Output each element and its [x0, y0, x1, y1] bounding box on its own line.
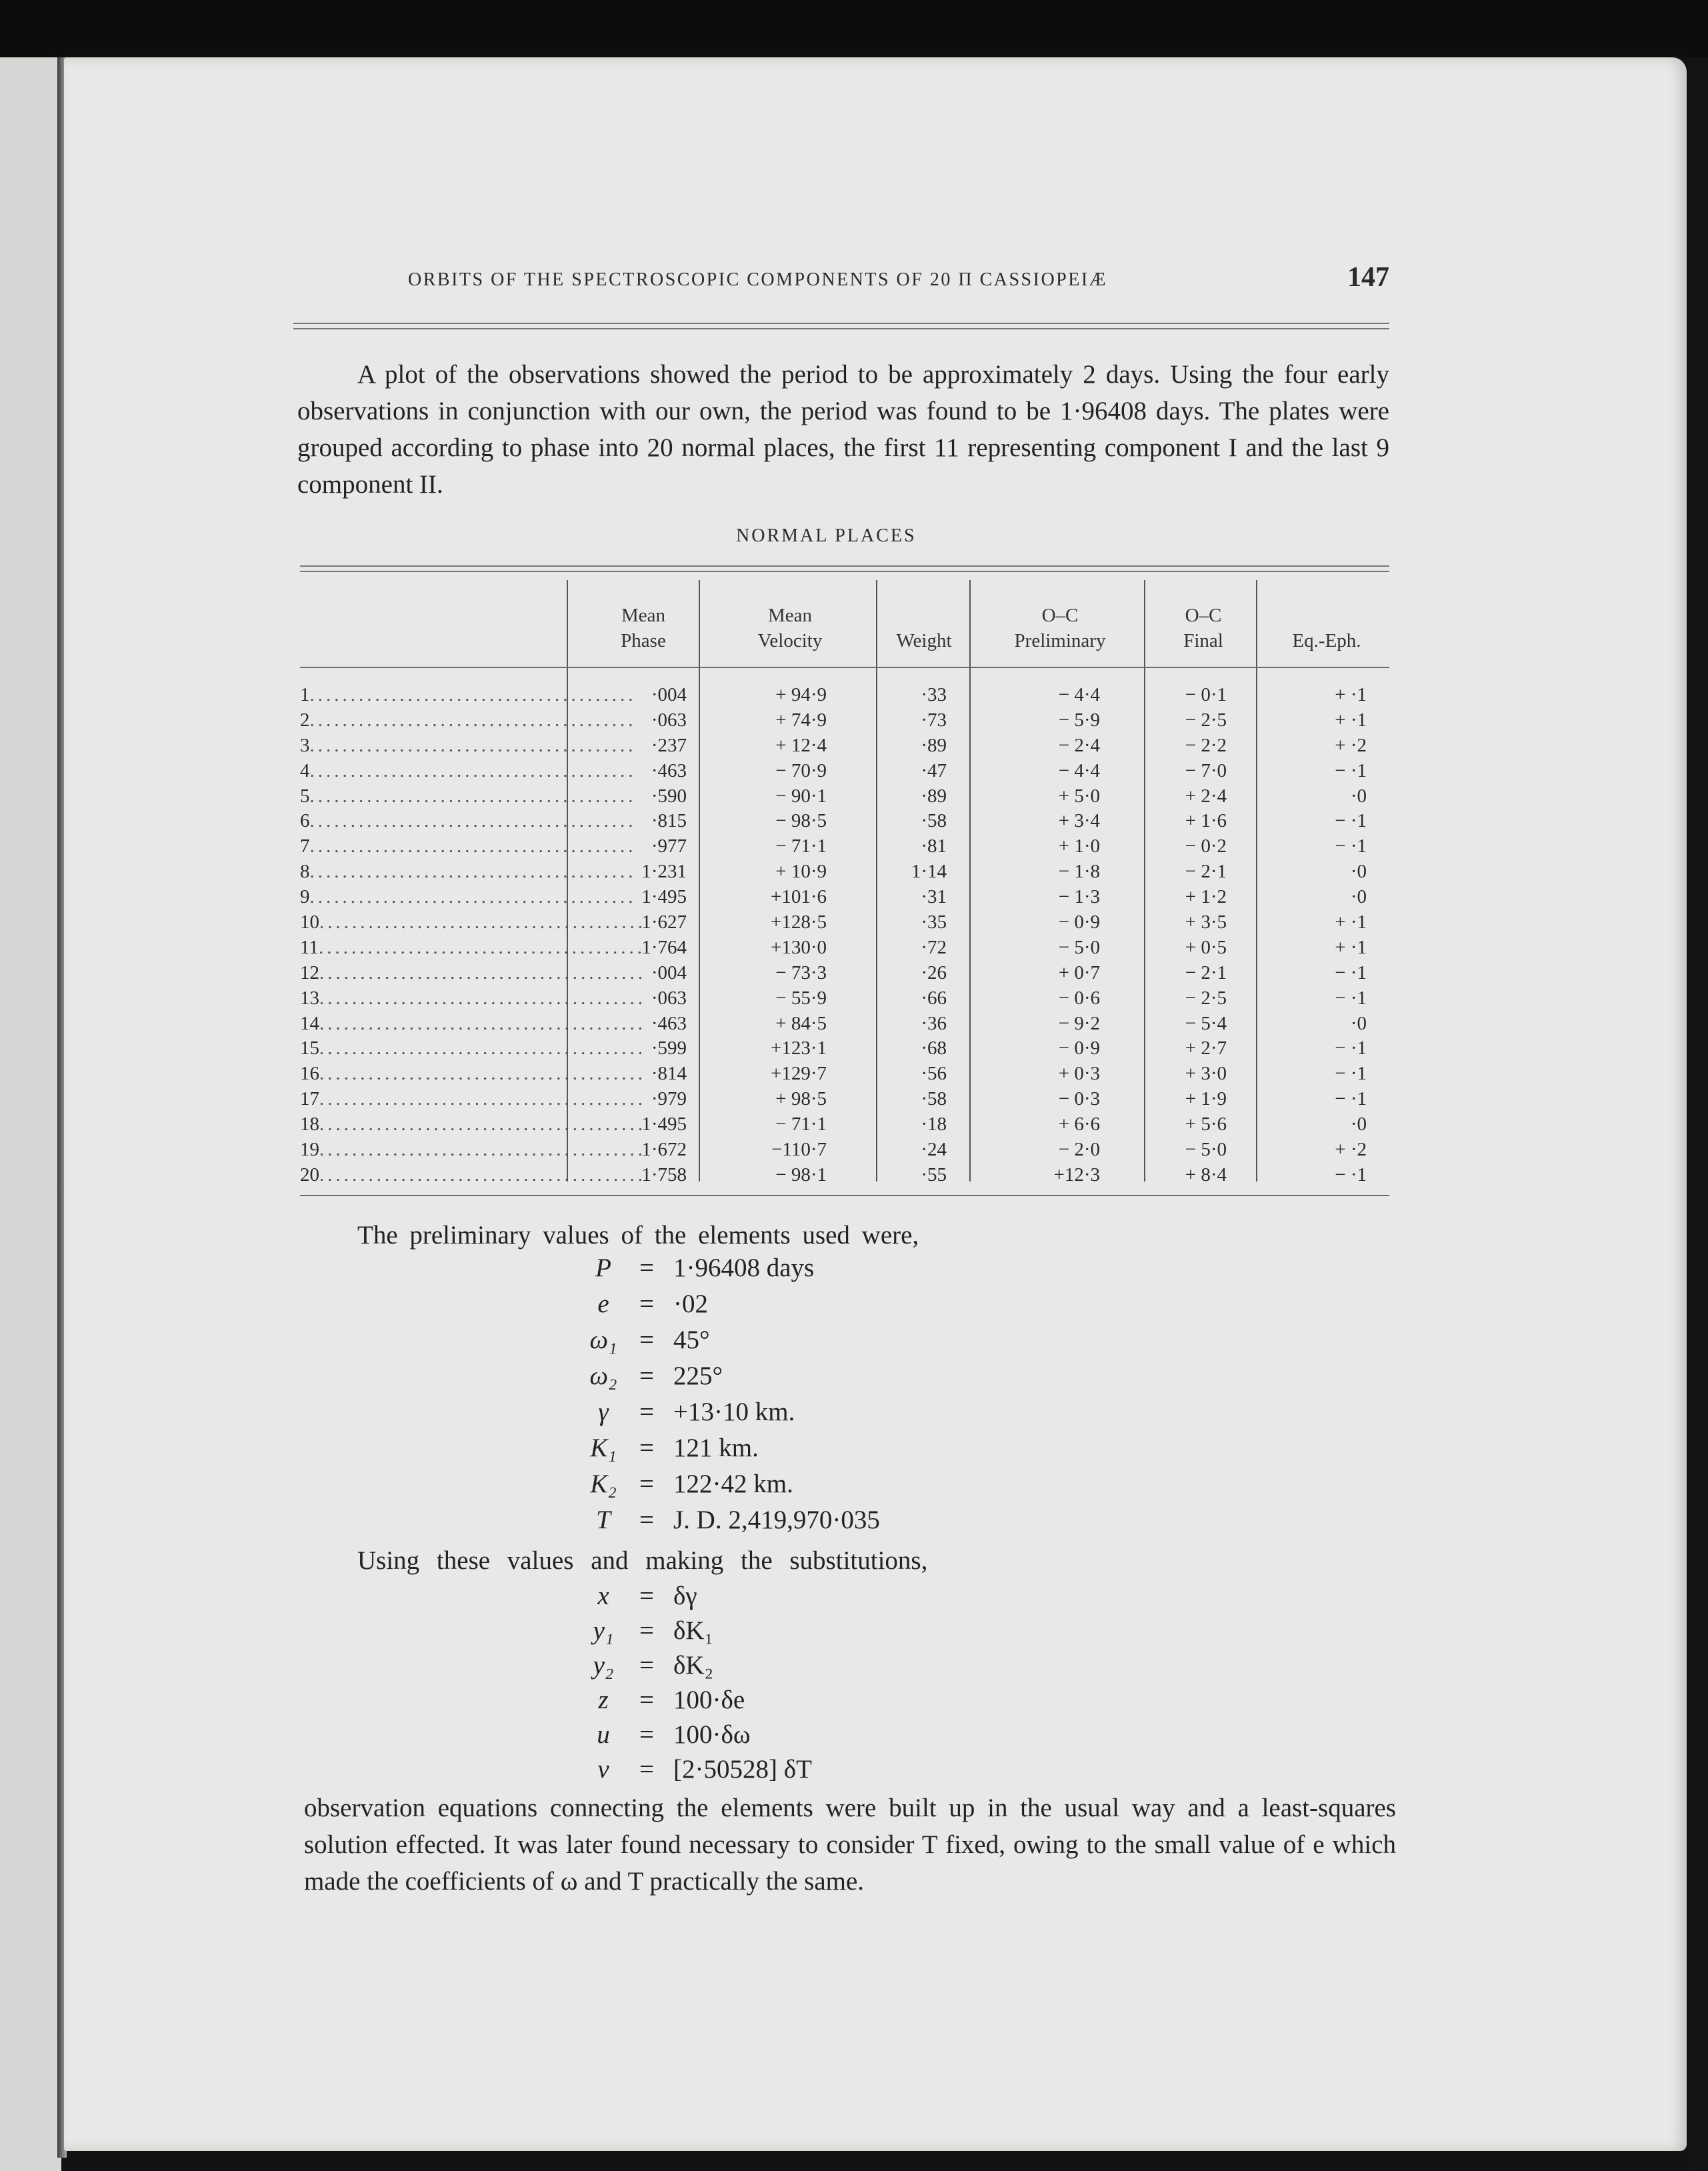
leader-dots: ........................................	[309, 886, 637, 908]
leader-dots: ........................................	[309, 759, 637, 781]
table-row	[300, 1061, 1389, 1087]
table-row	[300, 834, 1389, 859]
oc-final-cell: − 2·5	[1185, 709, 1227, 731]
oc-preliminary-cell: − 1·8	[1058, 861, 1100, 883]
table-row	[300, 961, 1389, 986]
header-oc-preliminary-line2: Preliminary	[1014, 630, 1106, 651]
leader-dots: ........................................	[319, 1088, 646, 1110]
row-number: 6	[300, 810, 310, 832]
row-number-cell	[300, 1163, 646, 1188]
eq-eph-cell: − ·1	[1335, 961, 1367, 983]
leader-dots: ........................................	[319, 961, 646, 983]
weight-cell: ·24	[921, 1139, 947, 1161]
row-number-cell	[300, 986, 646, 1011]
leader-dots: ........................................	[319, 987, 646, 1009]
mean-phase-cell: ·979	[651, 1088, 687, 1110]
mean-velocity-cell: −110·7	[771, 1139, 827, 1161]
equals-sign: =	[639, 1326, 654, 1354]
row-number-cell	[300, 935, 645, 961]
row-number-cell	[300, 910, 646, 935]
table-row	[300, 733, 1389, 759]
eq-eph-cell: ·0	[1350, 1012, 1367, 1034]
oc-preliminary-cell: + 3·4	[1058, 810, 1100, 832]
weight-cell: ·36	[921, 1012, 947, 1034]
oc-preliminary-cell: + 1·0	[1058, 835, 1100, 857]
mean-phase-cell: ·004	[651, 684, 687, 705]
mean-velocity-cell: − 90·1	[775, 785, 827, 807]
table-row	[300, 1087, 1389, 1112]
equation-lhs: e	[597, 1290, 609, 1318]
equation-lhs: ω₁	[589, 1326, 617, 1354]
oc-final-cell: − 5·4	[1185, 1012, 1227, 1034]
eq-eph-cell: − ·1	[1335, 1063, 1367, 1085]
eq-eph-cell: − ·1	[1335, 810, 1367, 832]
row-number: 8	[300, 861, 310, 883]
element-equation	[587, 1287, 1187, 1322]
table-row	[300, 708, 1389, 733]
equation-lhs: y₁	[593, 1616, 614, 1645]
table-row	[300, 986, 1389, 1011]
equation-rhs: 122·42 km.	[673, 1470, 793, 1498]
table-row	[300, 1112, 1389, 1138]
mean-phase-cell: ·590	[651, 785, 687, 807]
eq-eph-cell: + ·1	[1335, 936, 1367, 958]
leader-dots: ........................................	[319, 1139, 646, 1161]
equation-lhs: K₂	[590, 1470, 617, 1498]
equals-sign: =	[639, 1434, 654, 1462]
equals-sign: =	[639, 1651, 654, 1680]
weight-cell: ·55	[921, 1164, 947, 1186]
row-number: 20	[300, 1164, 319, 1186]
weight-cell: ·72	[921, 936, 947, 958]
header-rule	[293, 323, 1389, 329]
oc-final-cell: − 2·5	[1185, 987, 1227, 1009]
substitution-equation	[587, 1648, 1187, 1683]
table-row	[300, 683, 1389, 708]
mean-phase-cell: 1·627	[641, 911, 687, 933]
equation-rhs: δK₁	[673, 1616, 714, 1645]
equals-sign: =	[639, 1616, 654, 1645]
header-oc-final-line1: O–C	[1185, 605, 1222, 626]
row-number-cell	[300, 1011, 646, 1037]
oc-preliminary-cell: − 9·2	[1058, 1012, 1100, 1034]
table-row	[300, 859, 1389, 885]
row-number: 2	[300, 709, 310, 731]
eq-eph-cell: − ·1	[1335, 835, 1367, 857]
row-number: 11	[300, 936, 319, 958]
mean-phase-cell: ·463	[651, 759, 687, 781]
equation-lhs: ω₂	[589, 1362, 617, 1390]
equation-lhs: z	[598, 1686, 609, 1714]
row-number: 9	[300, 886, 310, 908]
oc-final-cell: + 1·6	[1185, 810, 1227, 832]
equation-rhs: δK₂	[673, 1651, 714, 1680]
row-number: 3	[300, 734, 310, 756]
mean-velocity-cell: − 70·9	[775, 759, 827, 781]
mean-phase-cell: ·063	[651, 709, 687, 731]
leader-dots: ........................................	[319, 1063, 646, 1085]
oc-final-cell: − 2·1	[1185, 961, 1227, 983]
mean-velocity-cell: + 94·9	[775, 684, 827, 705]
row-number-cell	[300, 1112, 646, 1138]
substitution-equation	[587, 1614, 1187, 1648]
mean-phase-cell: ·814	[651, 1063, 687, 1085]
oc-final-cell: + 2·7	[1185, 1037, 1227, 1059]
equation-lhs: v	[597, 1755, 609, 1784]
oc-final-cell: − 7·0	[1185, 759, 1227, 781]
mean-phase-cell: ·977	[651, 835, 687, 857]
equation-lhs: P	[595, 1254, 611, 1282]
oc-preliminary-cell: − 2·4	[1058, 734, 1100, 756]
mean-velocity-cell: − 73·3	[775, 961, 827, 983]
row-number-cell	[300, 961, 646, 986]
row-number: 4	[300, 759, 310, 781]
row-number-cell	[300, 784, 637, 809]
row-number-cell	[300, 1061, 646, 1087]
oc-final-cell: + 1·9	[1185, 1088, 1227, 1110]
equals-sign: =	[639, 1720, 654, 1749]
leader-dots: ........................................	[309, 734, 637, 756]
oc-preliminary-cell: − 0·9	[1058, 1037, 1100, 1059]
weight-cell: ·81	[921, 835, 947, 857]
oc-preliminary-cell: − 4·4	[1058, 684, 1100, 705]
weight-cell: 1·14	[911, 861, 947, 883]
mean-velocity-cell: + 84·5	[775, 1012, 827, 1034]
table-header-rule	[300, 667, 1389, 668]
row-number: 19	[300, 1139, 319, 1161]
equation-lhs: K₁	[590, 1434, 617, 1462]
eq-eph-cell: + ·1	[1335, 684, 1367, 705]
oc-final-cell: − 2·1	[1185, 861, 1227, 883]
substitution-equation	[587, 1752, 1187, 1787]
equals-sign: =	[639, 1686, 654, 1714]
weight-cell: ·56	[921, 1063, 947, 1085]
equation-rhs: 121 km.	[673, 1434, 759, 1462]
equals-sign: =	[639, 1470, 654, 1498]
oc-final-cell: + 3·5	[1185, 911, 1227, 933]
row-number-cell	[300, 1036, 646, 1061]
equation-rhs: 100·δω	[673, 1720, 751, 1749]
oc-preliminary-cell: + 5·0	[1058, 785, 1100, 807]
mean-velocity-cell: − 98·5	[775, 810, 827, 832]
mean-phase-cell: ·463	[651, 1012, 687, 1034]
element-equation	[587, 1359, 1187, 1394]
oc-final-cell: + 1·2	[1185, 886, 1227, 908]
table-row	[300, 935, 1389, 961]
oc-preliminary-cell: + 0·7	[1058, 961, 1100, 983]
mean-velocity-cell: − 98·1	[775, 1164, 827, 1186]
leader-dots: ........................................	[309, 785, 637, 807]
oc-final-cell: − 2·2	[1185, 734, 1227, 756]
row-number: 7	[300, 835, 310, 857]
table-row	[300, 1163, 1389, 1188]
substitution-equation	[587, 1683, 1187, 1718]
mean-phase-cell: ·815	[651, 810, 687, 832]
oc-preliminary-cell: − 5·0	[1058, 936, 1100, 958]
eq-eph-cell: ·0	[1350, 1114, 1367, 1136]
eq-eph-cell: + ·1	[1335, 709, 1367, 731]
substitution-equation	[587, 1718, 1187, 1752]
table-top-rule	[300, 565, 1389, 572]
running-header	[408, 255, 1389, 297]
eq-eph-cell: ·0	[1350, 861, 1367, 883]
equation-lhs: u	[597, 1720, 610, 1749]
equals-sign: =	[639, 1254, 654, 1282]
mean-velocity-cell: +123·1	[770, 1037, 827, 1059]
element-equation	[587, 1395, 1187, 1430]
mean-velocity-cell: + 12·4	[775, 734, 827, 756]
mean-phase-cell: 1·764	[641, 936, 687, 958]
header-mean-velocity-line2: Velocity	[757, 630, 823, 651]
row-number-cell	[300, 683, 637, 708]
substitutions-intro: Using these values and making the substitutions,	[357, 1546, 928, 1575]
equation-rhs: 100·δe	[673, 1686, 745, 1714]
row-number-cell	[300, 708, 637, 733]
equation-lhs: x	[597, 1582, 609, 1610]
oc-preliminary-cell: − 4·4	[1058, 759, 1100, 781]
eq-eph-cell: + ·1	[1335, 911, 1367, 933]
oc-final-cell: + 5·6	[1185, 1114, 1227, 1136]
table-bottom-rule	[300, 1195, 1389, 1196]
leader-dots: ........................................	[319, 1037, 646, 1059]
equation-lhs: y₂	[593, 1651, 614, 1680]
element-equation	[587, 1323, 1187, 1358]
header-mean-phase	[593, 603, 693, 653]
running-title: ORBITS OF THE SPECTROSCOPIC COMPONENTS OF 20 Π CASSIOPEIÆ	[408, 269, 1108, 290]
eq-eph-cell: − ·1	[1335, 1088, 1367, 1110]
paragraph-intro: A plot of the observations showed the period to be approximately 2 days. Using the four early observations in conjunction with our own, the period was found to be 1·96408 days. The plates were grouped according to phase into 20 normal places, the first 11 representing component I and the last 9 component II.	[297, 360, 1389, 499]
element-equation	[587, 1467, 1187, 1502]
eq-eph-cell: + ·2	[1335, 1139, 1367, 1161]
equation-rhs: [2·50528] δT	[673, 1755, 812, 1784]
oc-final-cell: + 8·4	[1185, 1164, 1227, 1186]
row-number: 16	[300, 1063, 319, 1085]
row-number-cell	[300, 834, 637, 859]
paragraph-conclusion: observation equations connecting the elements were built up in the usual way and a least-squares solution effected. It was later found necessary to consider T fixed, owing to the small value of e which made the coefficients of ω and T practically the same.	[304, 1794, 1396, 1896]
header-oc-final	[1153, 603, 1253, 653]
equals-sign: =	[639, 1755, 654, 1784]
row-number-cell	[300, 1087, 646, 1112]
equation-lhs: γ	[598, 1398, 609, 1426]
row-number: 14	[300, 1012, 319, 1034]
header-weight: Weight	[896, 630, 952, 651]
row-number: 12	[300, 961, 319, 983]
weight-cell: ·18	[921, 1114, 947, 1136]
header-oc-preliminary	[980, 603, 1140, 653]
header-oc-final-line2: Final	[1183, 630, 1223, 651]
weight-cell: ·89	[921, 734, 947, 756]
leader-dots: ........................................	[309, 810, 637, 832]
scan-background-right	[1688, 57, 1708, 2171]
leader-dots: ........................................	[309, 709, 637, 731]
facing-page-edge	[0, 57, 61, 2171]
eq-eph-cell: − ·1	[1335, 759, 1367, 781]
header-eq-eph: Eq.-Eph.	[1292, 630, 1361, 651]
leader-dots: ........................................	[319, 1164, 646, 1186]
oc-preliminary-cell: − 0·6	[1058, 987, 1100, 1009]
oc-final-cell: + 2·4	[1185, 785, 1227, 807]
row-number: 1	[300, 684, 310, 705]
oc-final-cell: + 3·0	[1185, 1063, 1227, 1085]
mean-velocity-cell: − 71·1	[775, 835, 827, 857]
normal-places-table	[300, 683, 1389, 1188]
row-number: 13	[300, 987, 319, 1009]
oc-preliminary-cell: − 1·3	[1058, 886, 1100, 908]
leader-dots: ........................................	[309, 684, 637, 705]
eq-eph-cell: ·0	[1350, 886, 1367, 908]
table-row	[300, 1011, 1389, 1037]
mean-velocity-cell: + 10·9	[775, 861, 827, 883]
elements-intro: The preliminary values of the elements used were,	[357, 1221, 919, 1250]
mean-velocity-cell: +129·7	[770, 1063, 827, 1085]
equation-rhs: J. D. 2,419,970·035	[673, 1506, 880, 1534]
weight-cell: ·26	[921, 961, 947, 983]
mean-velocity-cell: − 71·1	[775, 1114, 827, 1136]
row-number: 15	[300, 1037, 319, 1059]
table-row	[300, 1138, 1389, 1163]
weight-cell: ·47	[921, 759, 947, 781]
oc-preliminary-cell: − 2·0	[1058, 1139, 1100, 1161]
header-mean-phase-line1: Mean	[621, 605, 666, 626]
mean-phase-cell: 1·758	[641, 1164, 687, 1186]
table-title: NORMAL PLACES	[736, 525, 917, 546]
leader-dots: ........................................	[309, 835, 637, 857]
equation-rhs: 225°	[673, 1362, 723, 1390]
mean-phase-cell: 1·495	[641, 886, 687, 908]
mean-velocity-cell: + 74·9	[775, 709, 827, 731]
weight-cell: ·66	[921, 987, 947, 1009]
mean-velocity-cell: + 98·5	[775, 1088, 827, 1110]
row-number-cell	[300, 859, 637, 885]
row-number-cell	[300, 759, 637, 784]
table-row	[300, 1036, 1389, 1061]
equals-sign: =	[639, 1362, 654, 1390]
leader-dots: ........................................	[318, 936, 645, 958]
table-row	[300, 809, 1389, 834]
mean-velocity-cell: +128·5	[770, 911, 827, 933]
header-mean-phase-line2: Phase	[621, 630, 666, 651]
weight-cell: ·35	[921, 911, 947, 933]
equation-rhs: ·02	[673, 1290, 708, 1318]
oc-final-cell: − 0·2	[1185, 835, 1227, 857]
mean-phase-cell: ·599	[651, 1037, 687, 1059]
oc-preliminary-cell: − 0·3	[1058, 1088, 1100, 1110]
weight-cell: ·89	[921, 785, 947, 807]
row-number-cell	[300, 1138, 646, 1163]
oc-preliminary-cell: + 0·3	[1058, 1063, 1100, 1085]
table-row	[300, 910, 1389, 935]
oc-final-cell: + 0·5	[1185, 936, 1227, 958]
row-number-cell	[300, 733, 637, 759]
element-equation	[587, 1251, 1187, 1286]
weight-cell: ·68	[921, 1037, 947, 1059]
leader-dots: ........................................	[309, 861, 637, 883]
weight-cell: ·33	[921, 684, 947, 705]
row-number: 5	[300, 785, 310, 807]
oc-final-cell: − 0·1	[1185, 684, 1227, 705]
mean-phase-cell: ·063	[651, 987, 687, 1009]
equation-rhs: 1·96408 days	[673, 1254, 815, 1282]
mean-velocity-cell: − 55·9	[775, 987, 827, 1009]
equation-lhs: T	[596, 1506, 611, 1534]
row-number: 18	[300, 1114, 319, 1136]
row-number-cell	[300, 809, 637, 834]
mean-phase-cell: 1·672	[641, 1139, 687, 1161]
equation-rhs: 45°	[673, 1326, 710, 1354]
eq-eph-cell: + ·2	[1335, 734, 1367, 756]
header-oc-preliminary-line1: O–C	[1041, 605, 1079, 626]
row-number-cell	[300, 885, 637, 910]
element-equation	[587, 1503, 1187, 1538]
equation-rhs: +13·10 km.	[673, 1398, 795, 1426]
mean-phase-cell: ·004	[651, 961, 687, 983]
leader-dots: ........................................	[319, 1012, 646, 1034]
weight-cell: ·73	[921, 709, 947, 731]
weight-cell: ·58	[921, 1088, 947, 1110]
mean-velocity-cell: +101·6	[770, 886, 827, 908]
equals-sign: =	[639, 1506, 654, 1534]
weight-cell: ·58	[921, 810, 947, 832]
equals-sign: =	[639, 1582, 654, 1610]
header-mean-velocity-line1: Mean	[767, 605, 813, 626]
oc-preliminary-cell: − 5·9	[1058, 709, 1100, 731]
oc-preliminary-cell: +12·3	[1053, 1164, 1100, 1186]
equation-rhs: δγ	[673, 1582, 697, 1610]
row-number: 10	[300, 911, 319, 933]
equals-sign: =	[639, 1398, 654, 1426]
header-mean-velocity	[727, 603, 853, 653]
mean-velocity-cell: +130·0	[770, 936, 827, 958]
table-row	[300, 759, 1389, 784]
scan-background-top	[0, 0, 1708, 57]
oc-preliminary-cell: + 6·6	[1058, 1114, 1100, 1136]
leader-dots: ........................................	[319, 1114, 646, 1136]
eq-eph-cell: − ·1	[1335, 987, 1367, 1009]
mean-phase-cell: ·237	[651, 734, 687, 756]
substitution-equation	[587, 1579, 1187, 1614]
oc-preliminary-cell: − 0·9	[1058, 911, 1100, 933]
eq-eph-cell: − ·1	[1335, 1037, 1367, 1059]
mean-phase-cell: 1·231	[641, 861, 687, 883]
oc-final-cell: − 5·0	[1185, 1139, 1227, 1161]
leader-dots: ........................................	[319, 911, 646, 933]
weight-cell: ·31	[921, 886, 947, 908]
table-row	[300, 885, 1389, 910]
page-number: 147	[1347, 262, 1389, 293]
table-row	[300, 784, 1389, 809]
row-number: 17	[300, 1088, 319, 1110]
eq-eph-cell: ·0	[1350, 785, 1367, 807]
eq-eph-cell: − ·1	[1335, 1164, 1367, 1186]
element-equation	[587, 1431, 1187, 1466]
equals-sign: =	[639, 1290, 654, 1318]
mean-phase-cell: 1·495	[641, 1114, 687, 1136]
